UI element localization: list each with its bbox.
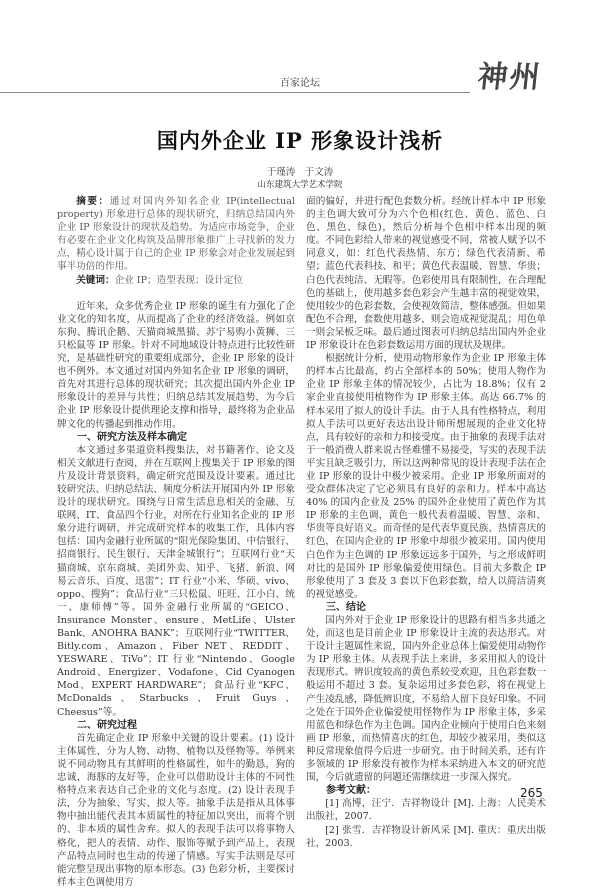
section-heading: 三、结论 xyxy=(326,601,366,613)
intro-paragraph: 近年来，众多优秀企业 IP 形象的诞生有力强化了企业文化的知名度，从而提高了企业的经济效益。例如京东狗、腾讯企鹅、天猫商城黑猫、苏宁易购小黄狮、三只松鼠等 IP 形象。针对不同地域设计特点进行比较性研究，是基础性研究的重要组成部分，企业 IP 形象的设计也不例外。本文通过对国内外知名企业 IP 形象的调研，首先对其进行总体的现状研究；其次提出国内外企业 IP 形象设计的差异与共性；归纳总结其发展趋势，为今后企业 IP 形象设计提供理论支撑和指导，最终将为企业品牌文化的传播起到推动作用。 xyxy=(57,300,295,430)
header-rule xyxy=(0,92,470,93)
authors: 于瑾涛 于文涛 xyxy=(266,167,334,178)
body-paragraph: 面的偏好，并进行配色套数分析。经统计样本中 IP 形象的主色调大致可分为六个色相(红色、黄色、蓝色、白色、黑色、绿色)，然后分析每个色相中样本出现的频度。不同色彩给人带来的视觉感受不同，常被人赋予以不同意义，如：红色代表热情、东方；绿色代表清新、希望；蓝色代表科技、和平；黄色代表温暖、智慧、华贵；白色代表纯洁、无暇等。色彩使用具有限制性，在合理配色的基础上，使用越多套色彩会产生越丰富的视觉效果，使用较少的色彩套数，会使视效简洁，整体感强。但如果配色不合理，套数使用越多，则会造成视觉混乱；用色单一则会呆板乏味。最后通过图表可归纳总结出国内外企业 IP 形象设计在色彩套数运用方面的现状及规律。 xyxy=(306,196,546,352)
reference-item: [2] 张雪．吉祥物设计新风采 [M]. 重庆：重庆出版社，2003. xyxy=(306,824,546,849)
abstract-text: 通过对国内外知名企业 IP(intellectual property) 形象进行总体的现状研究，归纳总结国内外企业 IP 形象设计的现状及趋势。为适应市场竞争，企业有必要在企业文化构筑及品牌形象推广上寻找新的发力点，精心设计属于自己的企业 IP 形象会对企业发展起到事半功倍的作用。 xyxy=(57,196,296,273)
page-number: 265 xyxy=(520,786,543,800)
section-heading: 二、研究过程 xyxy=(77,719,137,731)
body-paragraph: 首先确定企业 IP 形象中关键的设计要素。(1) 设计主体属性，分为人物、动物、植物以及怪物等。举例来说不同动物具有其鲜明的性格属性，如牛的勤恳，狗的忠诚，海豚的友好等，企业可以借助设计主体的不同性格特点来表达自己企业的文化与态度。(2) 设计表现手法，分为抽象、写实、拟人等。抽象手法是指从具体事物中抽出能代表其本质属性的特征加以突出，而将个别的、非本质的属性舍弃。拟人的表现手法可以将事物人格化，把人的表情、动作、服饰等赋予到产品上，表现产品特点同时也生动的传递了情感。写实手法则是尽可能完整呈现出事物的原本形态。(3) 色彩分析，主要探讨样本主色调使用方 xyxy=(57,732,295,888)
abstract-label: 摘要： xyxy=(76,196,110,207)
keywords-text: 企业 IP；造型表现；设计定位 xyxy=(114,274,243,286)
references-heading: 参考文献： xyxy=(326,785,376,797)
section-header: 百家论坛 xyxy=(280,78,320,89)
keywords xyxy=(57,274,295,287)
journal-logo: 神州 xyxy=(475,60,544,95)
body-paragraph: 本文通过多渠道资料搜集法，对书籍著作、论文及相关文献进行查阅，并在互联网上搜集关于 IP 形象的图片及设计背景资料，确定研究范围及设计要素。通过比较研究法、归纳总结法、频度分析法开展国内外 IP 形象设计的现状研究。围绕与日常生活息息相关的金融、互联网、IT、食品四个行业，对所在行业知名企业的 IP 形象分进行调研，并完成研究样本的收集工作，具体内容包括：国内金融行业所属的“阳光保险集团、中信银行、招商银行、民生银行、天津金城银行”；互联网行业“天猫商城、京东商城、美团外卖、知乎、飞猪、新浪、网易云音乐、百度、迅雷”；IT 行业“小米、华硕、vivo、oppo、搜狗”；食品行业“三只松鼠、旺旺、江小白、统一、康师傅”等。国外金融行业所属的“GEICO、Insurance Monster、ensure、MetLife、Ulster Bank、ANOHRA BANK”；互联网行业“TWITTER、Bitly.com、Amazon、Fiber NET、REDDIT、YESWARE、TiVo”；IT 行业“Nintendo、Google Android、Energizer、Vodafone、Cid Cyanogen Mod、EXPERT HARDWARE”；食品行业“KFC、McDonalds、Starbucks、Fruit Guys、Cheesus”等。 xyxy=(57,444,295,718)
body-paragraph: 国内外对于企业 IP 形象设计的思路有相当多共通之处，而这也是目前企业 IP 形象设计主流的表达形式。对于设计主题属性来说，国内外企业总体上偏爱使用动物作为 IP 形象主体。从表现手法上来讲，多采用拟人的设计表现形式。辨识度较高的黄色系较受欢迎，且色彩套数一般运用不超过 3 套。复杂运用过多套色彩，将在视觉上产生凌乱感，降低辨识度，不易给人留下良好印象。不同之处在于国外企业偏爱使用怪物作为 IP 形象主体，多采用蓝色和绿色作为主色调。国内企业倾向于使用白色来刻画 IP 形象，而热情喜庆的红色，却较少被采用，类似这种反常现象值得今后进一步研究。由于时间关系，还有许多领域的 IP 形象没有被作为样本采纳进入本文的研究范围，今后就遗留的问题还需继续进一步深入探究。 xyxy=(306,615,546,784)
left-column xyxy=(57,195,295,889)
abstract xyxy=(57,195,295,274)
affiliation: 山东建筑大学艺术学院 xyxy=(257,180,343,190)
body-paragraph: 根据统计分析，使用动物形象作为企业 IP 形象主体的样本占比最高，约占全部样本的 50%；使用人物作为企业 IP 形象主体的情况较少，占比为 18.8%；仅有 2 家企业直接使用植物作为 IP 形象主体。高达 66.7% 的样本采用了拟人的设计手法。由于人具有性格特点，利用拟人手法可以更好表达出设计师所想展现的企业文化特点，具有较好的亲和力和接受度。由于抽象的表现手法对于一般消费人群来说古怪难懂不易接受，写实的表现手法平实且缺乏吸引力，所以这两种常见的设计表现手法在企业 IP 形象的设计中极少被采用。企业 IP 形象所面对的受众群体决定了它必须具有良好的亲和力。样本中高达 40% 的国内企业及 25% 的国外企业使用了黄色作为其 IP 形象的主色调，黄色一般代表着温暖、智慧、亲和、华贵等良好语义。而奇怪的是代表华夏民族、热情喜庆的红色，在国内企业的 IP 形象中却很少被采用。国内使用白色作为主色调的 IP 形象远远多于国外，与之形成鲜明对比的是国外 IP 形象偏爱使用绿色。目前大多数企 IP 形象使用了 3 套及 3 套以下色彩套数，给人以简洁清爽的视觉感受。 xyxy=(306,353,546,600)
section-heading: 一、研究方法及样本确定 xyxy=(77,431,187,443)
right-column xyxy=(306,195,546,850)
article-title: 国内外企业 IP 形象设计浅析 xyxy=(156,128,444,153)
reference-item: [1] 高博，汪宁．吉祥物设计 [M]. 上海：人民美术出版社，2007. xyxy=(306,798,546,823)
keywords-label: 关键词： xyxy=(76,274,115,286)
